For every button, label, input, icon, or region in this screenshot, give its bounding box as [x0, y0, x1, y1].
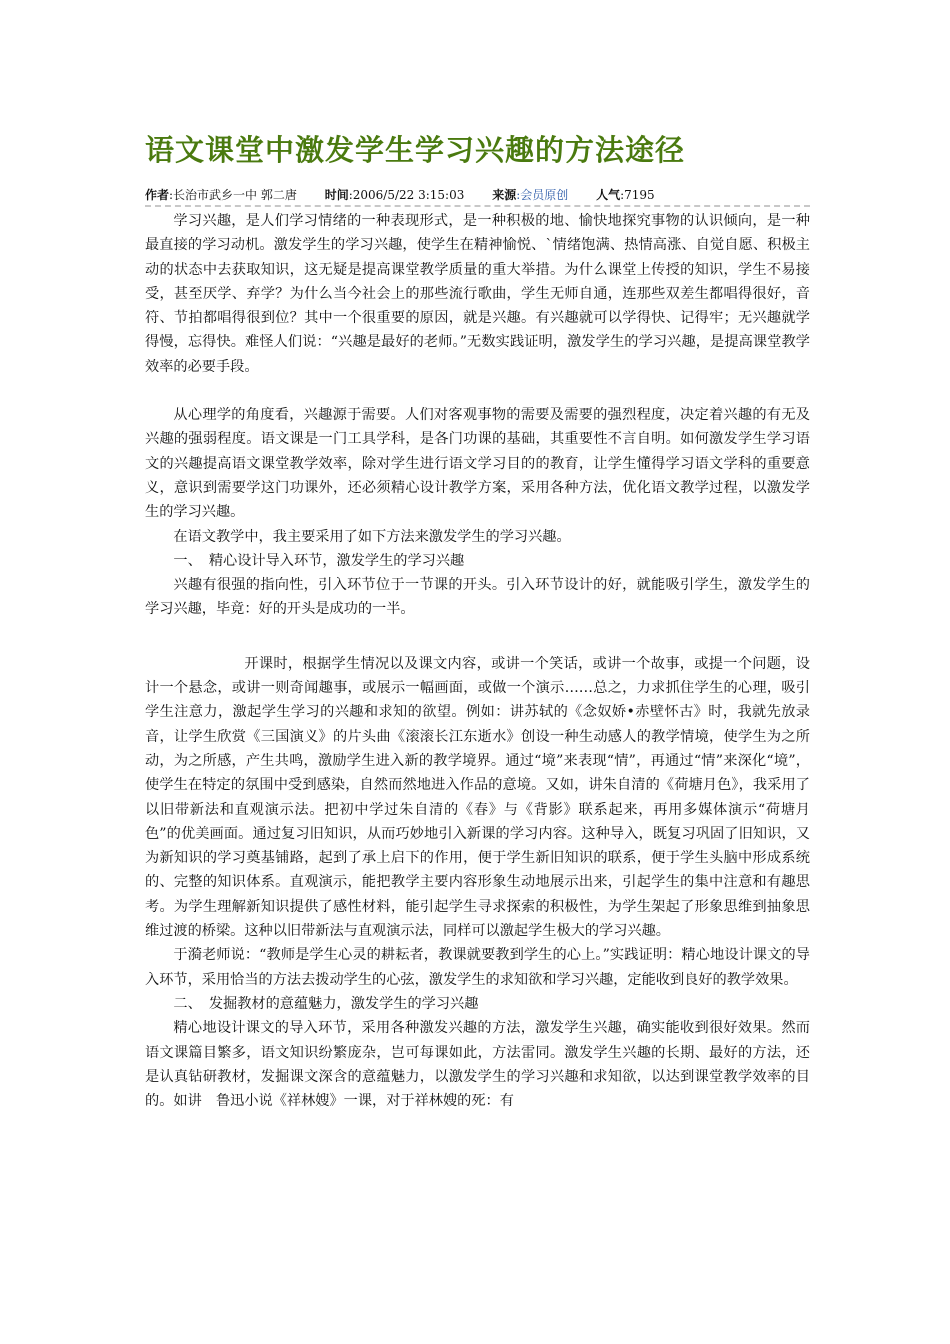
meta-views-label: 人气: [596, 188, 621, 202]
article-body: [145, 209, 810, 1113]
section-heading: 一、 精心设计导入环节，激发学生的学习兴趣: [173, 552, 465, 569]
paragraph: 学习兴趣，是人们学习情绪的一种表现形式，是一种积极的地、愉快地探究事物的认识倾向，是一种最直接的学习动机。激发学生的学习兴趣，使学生在精神愉悦、`情绪饱满、热情高涨、自觉自愿、积极主动的状态中去获取知识，这无疑是提高课堂教学质量的重大举措。为什么课堂上传授的知识，学生不易接受，甚至厌学、弃学？为什么当今社会上的那些流行歌曲，学生无师自通，连那些双差生都唱得很好，音符、节拍都唱得很到位？其中一个很重要的原因，就是兴趣。有兴趣就可以学得快、记得牢；无兴趣就学得慢，忘得快。难怪人们说：“兴趣是最好的老师。”无数实践证明，激发学生的学习兴趣，是提高课堂教学效率的必要手段。: [145, 213, 810, 375]
meta-views-value: :7195: [620, 188, 655, 202]
meta-time: [325, 188, 465, 202]
article-meta: [145, 186, 810, 207]
paragraph: 开课时，根据学生情况以及课文内容，或讲一个笑话，或讲一个故事，或提一个问题，设计一个悬念，或讲一则奇闻趣事，或展示一幅画面，或做一个演示……总之，力求抓住学生的心理，吸引学生注意力，激起学生学习的兴趣和求知的欲望。例如：讲苏轼的《念奴娇•赤壁怀古》时，我就先放录音，让学生欣赏《三国演义》的片头曲《滚滚长江东逝水》创设一种生动感人的教学情境，使学生为之所动，为之所感，产生共鸣，激励学生进入新的教学境界。通过“境”来表现“情”，再通过“情”来深化“境”，使学生在特定的氛围中受到感染，自然而然地进入作品的意境。又如，讲朱自清的《荷塘月色》，我采用了以旧带新法和直观演示法。把初中学过朱自清的《春》与《背影》联系起来，再用多媒体演示“荷塘月色”的优美画面。通过复习旧知识，从而巧妙地引入新课的学习内容。这种导入，既复习巩固了旧知识，又为新知识的学习奠基铺路，起到了承上启下的作用，便于学生新旧知识的联系，便于学生头脑中形成系统的、完整的知识体系。直观演示，能把教学主要内容形象生动地展示出来，引起学生的集中注意和有趣思考。为学生理解新知识提供了感性材料，能引起学生寻求探索的积极性，为学生架起了形象思维到抽象思维过渡的桥梁。这种以旧带新法与直观演示法，同样可以激起学生极大的学习兴趣。: [145, 655, 810, 940]
meta-time-value: :2006/5/22 3:15:03: [348, 188, 465, 202]
meta-author-label: 作者: [145, 188, 170, 202]
paragraph: 兴趣有很强的指向性，引入环节位于一节课的开头。引入环节设计的好，就能吸引学生，激发学生的学习兴趣，毕竟：好的开头是成功的一半。: [145, 577, 810, 618]
paragraph-spacer: [145, 622, 810, 652]
paragraph: 精心地设计课文的导入环节，采用各种激发兴趣的方法，激发学生兴趣，确实能收到很好效果。然而语文课篇目繁多，语文知识纷繁庞杂，岂可每课如此，方法雷同。激发学生兴趣的长期、最好的方法，还是认真钻研教材，发掘课文深含的意蕴魅力，以激发学生的学习兴趣和求知欲，以达到课堂教学效率的目的。如讲 鲁迅小说《祥林嫂》一课，对于祥林嫂的死：有: [145, 1020, 810, 1110]
meta-author-value: :长治市武乡一中 郭二唐: [169, 188, 297, 202]
meta-author: [145, 188, 297, 202]
section-heading: 二、 发掘教材的意蕴魅力，激发学生的学习兴趣: [173, 995, 479, 1012]
article-title: 语文课堂中激发学生学习兴趣的方法途径: [145, 133, 686, 167]
meta-views: [596, 188, 655, 202]
meta-source: [492, 188, 568, 202]
paragraph: 于漪老师说：“教师是学生心灵的耕耘者，教课就要教到学生的心上。”实践证明：精心地设计课文的导入环节，采用恰当的方法去拨动学生的心弦，激发学生的求知欲和学习兴趣，定能收到良好的教学效果。: [145, 947, 810, 988]
meta-time-label: 时间: [324, 188, 349, 202]
document-page: [145, 128, 810, 1113]
meta-source-label: 来源: [492, 188, 517, 202]
paragraph-spacer: [145, 379, 810, 403]
paragraph: 在语文教学中，我主要采用了如下方法来激发学生的学习兴趣。: [173, 528, 571, 545]
meta-source-link[interactable]: :会员原创: [516, 188, 569, 202]
paragraph: 从心理学的角度看，兴趣源于需要。人们对客观事物的需要及需要的强烈程度，决定着兴趣的有无及兴趣的强弱程度。语文课是一门工具学科，是各门功课的基础，其重要性不言自明。如何激发学生学习语文的兴趣提高语文课堂教学效率，除对学生进行语文学习目的的教育，让学生懂得学习语文学科的重要意义，意识到需要学这门功课外，还必须精心设计教学方案，采用各种方法，优化语文教学过程，以激发学生的学习兴趣。: [145, 407, 810, 521]
